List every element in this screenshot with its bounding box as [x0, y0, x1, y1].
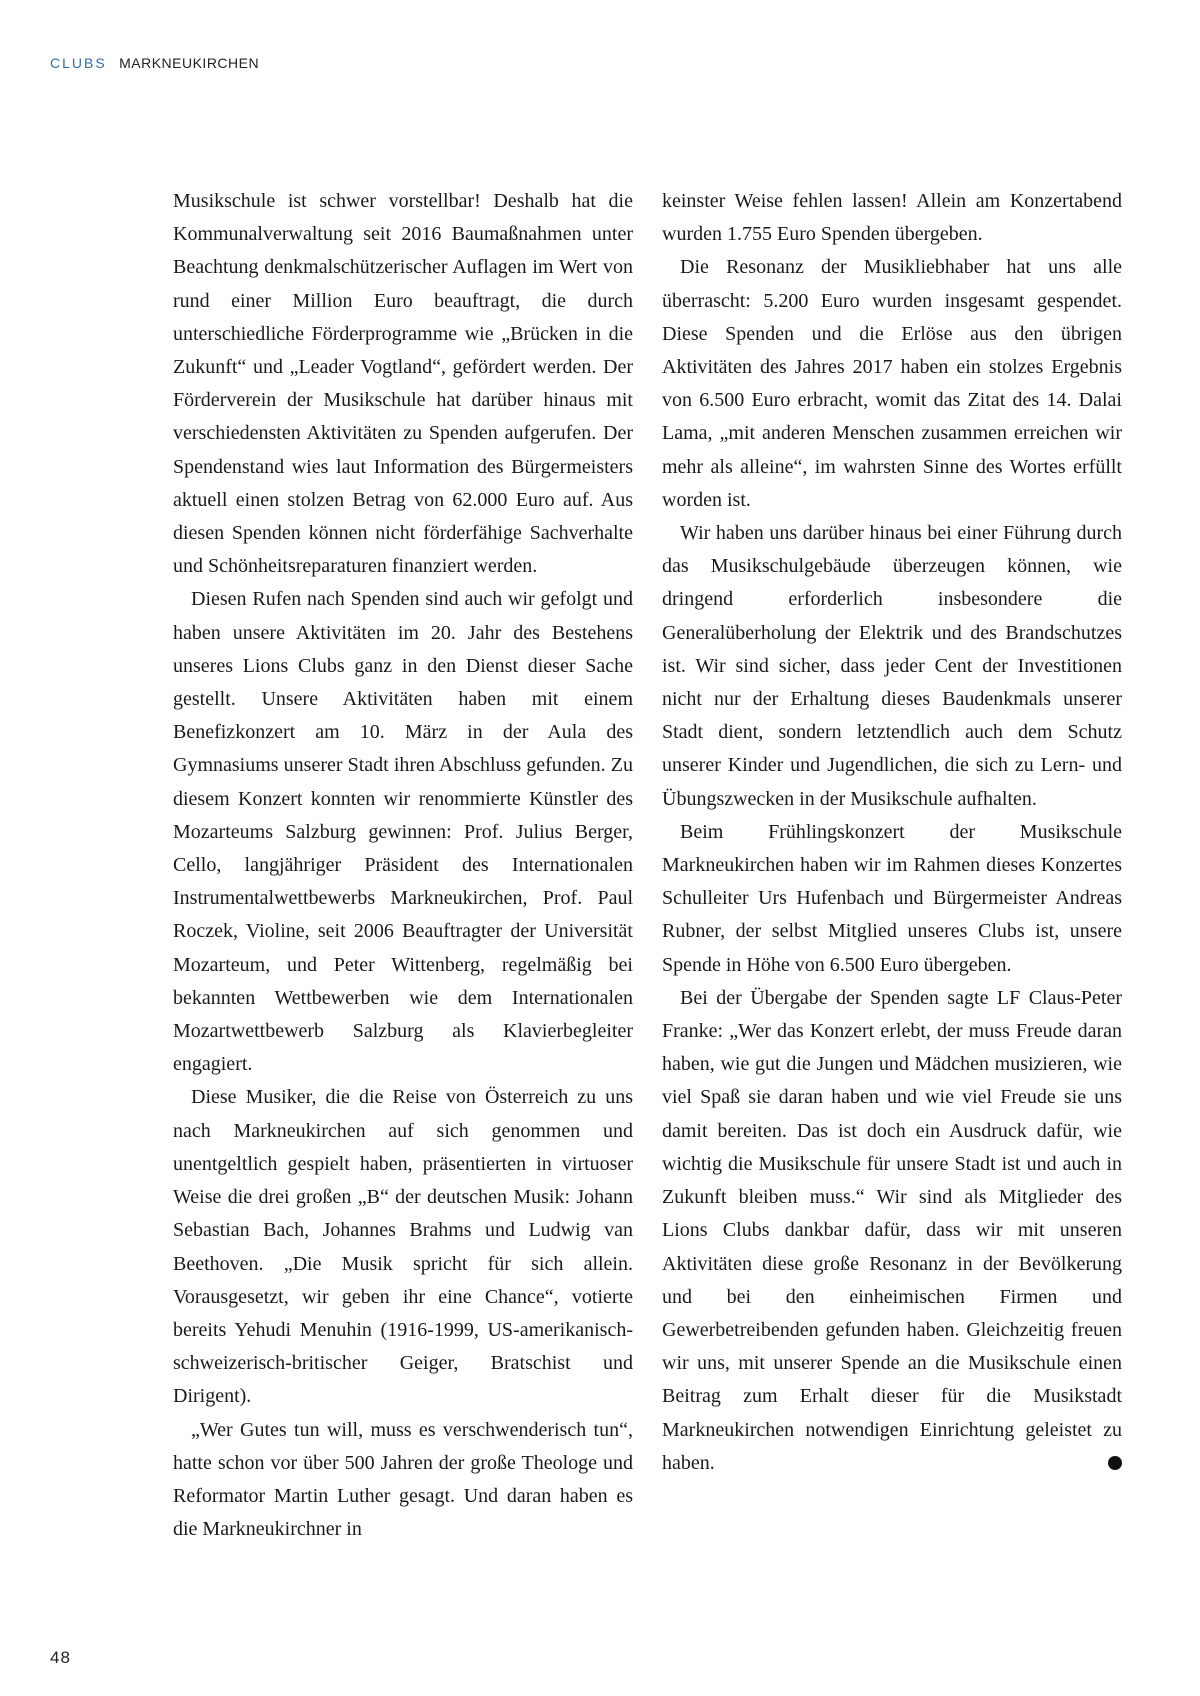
right-column [662, 185, 1132, 1480]
header-title: MARKNEUKIRCHEN [119, 55, 260, 71]
left-column [173, 185, 633, 1546]
lions-end-mark-icon: L [1108, 1456, 1122, 1470]
paragraph: Beim Frühlingskonzert der Musikschule Markneukirchen haben wir im Rahmen dieses Konzertes Schulleiter Urs Hufenbach und Bürgermeister Andreas Rubner, der selbst Mitglied unseres Clubs ist, unsere Spende in Höhe von 6.500 Euro übergeben. [662, 820, 1122, 976]
paragraph-last [662, 982, 1132, 1480]
paragraph: Die Resonanz der Musikliebhaber hat uns alle überrascht: 5.200 Euro wurden insgesamt gespendet. Diese Spenden und die Erlöse aus den übrigen Aktivitäten des Jahres 2017 haben ein stolzes Ergebnis von 6.500 Euro erbracht, womit das Zitat des 14. Dalai Lama, „mit anderen Menschen zusammen erreichen wir mehr als alleine“, im wahrsten Sinne des Wortes erfüllt worden ist. [662, 256, 1122, 511]
paragraph-text: Bei der Übergabe der Spenden sagte LF Claus-Peter Franke: „Wer das Konzert erlebt, der muss Freude daran haben, wie gut die Jungen und Mädchen musizieren, wie viel Spaß sie daran haben und wie viel Freude sie uns damit bereiten. Das ist doch ein Ausdruck dafür, wie wichtig die Musikschule für unsere Stadt ist und auch in Zukunft bleiben muss.“ Wir sind als Mitglieder des Lions Clubs dankbar dafür, dass wir mit unseren Aktivitäten diese große Resonanz in der Bevölkerung und bei den einheimischen Firmen und Gewerbetreibenden gefunden haben. Gleichzeitig freuen wir uns, mit unserer Spende an die Musikschule einen Beitrag zum Erhalt dieser für die Musikstadt Markneukirchen notwendigen Einrichtung geleistet zu haben. [662, 986, 1122, 1474]
paragraph: Wir haben uns darüber hinaus bei einer Führung durch das Musikschulgebäude überzeugen können, wie dringend erforderlich insbesondere die Generalüberholung der Elektrik und des Brandschutzes ist. Wir sind sicher, dass jeder Cent der Investitionen nicht nur der Erhaltung dieses Baudenkmals unserer Stadt dient, sondern letztendlich auch dem Schutz unserer Kinder und Jugendlichen, die sich zu Lern- und Übungszwecken in der Musikschule aufhalten. [662, 522, 1122, 810]
paragraph: „Wer Gutes tun will, muss es verschwenderisch tun“, hatte schon vor über 500 Jahren der große Theologe und Reformator Martin Luther gesagt. Und daran haben es die Markneukirchner in [173, 1418, 633, 1541]
paragraph: Musikschule ist schwer vorstellbar! Deshalb hat die Kommunalverwaltung seit 2016 Baumaßnahmen unter Beachtung denkmalschützerischer Auflagen im Wert von rund einer Million Euro beauftragt, die durch unterschiedliche Förderprogramme wie „Brücken in die Zukunft“ und „Leader Vogtland“, gefördert werden. Der Förderverein der Musikschule hat darüber hinaus mit verschiedensten Aktivitäten zu Spenden aufgerufen. Der Spendenstand wies laut Information des Bürgermeisters aktuell einen stolzen Betrag von 62.000 Euro auf. Aus diesen Spenden können nicht förderfähige Sachverhalte und Schönheitsreparaturen finanziert werden. [173, 190, 633, 578]
paragraph: Diesen Rufen nach Spenden sind auch wir gefolgt und haben unsere Aktivitäten im 20. Jahr des Bestehens unseres Lions Clubs ganz in den Dienst dieser Sache gestellt. Unsere Aktivitäten haben mit einem Benefizkonzert am 10. März in der Aula des Gymnasiums unserer Stadt ihren Abschluss gefunden. Zu diesem Konzert konnten wir renommierte Künstler des Mozarteums Salzburg gewinnen: Prof. Julius Berger, Cello, langjähriger Präsident des Internationalen Instrumentalwettbewerbs Markneukirchen, Prof. Paul Roczek, Violine, seit 2006 Beauftragter der Universität Mozarteum, und Peter Wittenberg, regelmäßig bei bekannten Wettbewerben wie dem Internationalen Mozartwettbewerb Salzburg als Klavierbegleiter engagiert. [173, 588, 633, 1076]
section-label: CLUBS [50, 55, 107, 71]
paragraph: Diese Musiker, die die Reise von Österreich zu uns nach Markneukirchen auf sich genommen und unentgeltlich gespielt haben, präsentierten in virtuoser Weise die drei großen „B“ der deutschen Musik: Johann Sebastian Bach, Johannes Brahms und Ludwig van Beethoven. „Die Musik spricht für sich allein. Vorausgesetzt, wir geben ihr eine Chance“, votierte bereits Yehudi Menuhin (1916-1999, US-amerikanisch-schweizerisch-britischer Geiger, Bratschist und Dirigent). [173, 1086, 633, 1408]
running-header [50, 55, 259, 71]
page-number: 48 [50, 1648, 71, 1667]
paragraph: keinster Weise fehlen lassen! Allein am Konzertabend wurden 1.755 Euro Spenden übergeben. [662, 190, 1122, 246]
